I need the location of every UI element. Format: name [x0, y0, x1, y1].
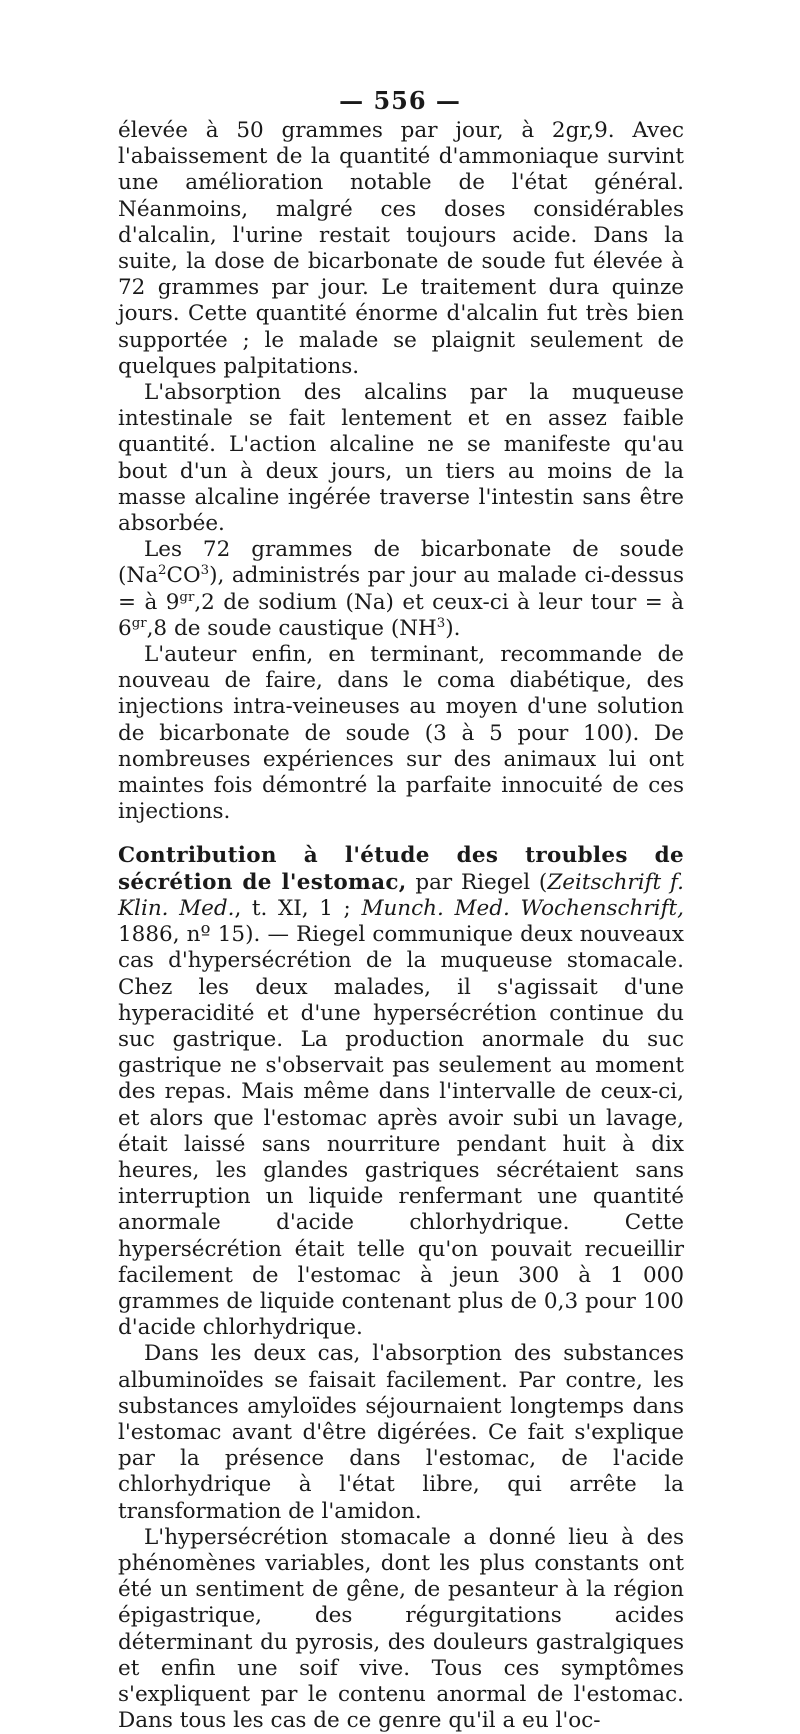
p3-a: Les 72 grammes de bicarbonate de soude (Na [118, 537, 684, 589]
section-journal: Zeitschrift f. Klin. Med. [118, 869, 684, 921]
section-ref1: , t. XI, 1 ; [234, 895, 362, 921]
paragraph-4: L'auteur enfin, en terminant, recommande de nouveau de faire, dans le coma diabétique, des injections intra-veineuses au moyen d'une solution de bicarbonate de soude (3 à 5 pour 100). De nombreuses expériences sur des animaux lui ont maintes fois démontré la parfaite innocuité de ces injections. [118, 642, 684, 825]
page-number: — 556 — [339, 86, 461, 115]
paragraph-6: Dans les deux cas, l'absorption des substances albuminoïdes se faisait facilement. Par contre, les substances amyloïdes séjournaient longtemps dans l'estomac avant d'être digérées. Ce fait s'explique par la présence dans l'estomac, de l'acide chlorhydrique à l'état libre, qui arrête la transformation de l'amidon. [118, 1341, 684, 1524]
section-journal2: Munch. Med. Wochenschrift, [361, 895, 684, 921]
p3-c: ), administrés par jour au malade ci-dessus = à 9 [118, 563, 684, 615]
paragraph-3 [118, 537, 684, 642]
p3-sup4: gr [131, 615, 147, 631]
p3-e: ,8 de soude caustique (NH [146, 615, 437, 641]
p3-b: CO [166, 563, 201, 589]
section-paragraph [118, 843, 684, 1341]
p3-f: ). [445, 615, 461, 641]
p3-sup2: 3 [200, 563, 210, 579]
p3-sup3: gr [179, 589, 195, 605]
paragraph-1: élevée à 50 grammes par jour, à 2gr,9. Avec l'abaissement de la quantité d'ammoniaque survint une amélioration notable de l'état général. Néanmoins, malgré ces doses considérables d'alcalin, l'urine restait toujours acide. Dans la suite, la dose de bicarbonate de soude fut élevée à 72 grammes par jour. Le traitement dura quinze jours. Cette quantité énorme d'alcalin fut très bien supportée ; le malade se plaignit seulement de quelques palpitations. [118, 118, 684, 379]
p3-sup5: 3 [436, 615, 446, 631]
section-title: Contribution à l'étude des troubles de sécrétion de l'estomac, [118, 843, 684, 895]
p3-d: ,2 de sodium (Na) et ceux-ci à leur tour = à 6 [118, 589, 684, 641]
paragraph-2: L'absorption des alcalins par la muqueuse intestinale se fait lentement et en assez faible quantité. L'action alcaline ne se manifeste qu'au bout d'un à deux jours, un tiers au moins de la masse alcaline ingérée traverse l'intestin sans être absorbée. [118, 380, 684, 537]
section-by: par Riegel ( [406, 869, 548, 895]
p3-sup1: 2 [158, 563, 167, 579]
text-body [118, 118, 684, 1734]
paragraph-7: L'hypersécrétion stomacale a donné lieu à des phénomènes variables, dont les plus constants ont été un sentiment de gêne, de pesanteur à la région épigastrique, des régurgitations acides déterminant du pyrosis, des douleurs gastralgiques et enfin une soif vive. Tous ces symptômes s'expliquent par le contenu anormal de l'estomac. Dans tous les cas de ce genre qu'il a eu l'oc- [118, 1524, 684, 1734]
section-ref2: 1886, nº 15). — Riegel communique deux nouveaux cas d'hypersécrétion de la muqueuse stomacale. Chez les deux malades, il s'agissait d'une hyperacidité et d'une hypersécrétion continue du suc gastrique. La production anormale du suc gastrique ne s'observait pas seulement au moment des repas. Mais même dans l'intervalle de ceux-ci, et alors que l'estomac après avoir subi un lavage, était laissé sans nourriture pendant huit à dix heures, les glandes gastriques sécrétaient sans interruption un liquide renfermant une quantité anormale d'acide chlorhydrique. Cette hypersécrétion était telle qu'on pouvait recueillir facilement de l'estomac à jeun 300 à 1 000 grammes de liquide contenant plus de 0,3 pour 100 d'acide chlorhydrique. [118, 922, 684, 1341]
